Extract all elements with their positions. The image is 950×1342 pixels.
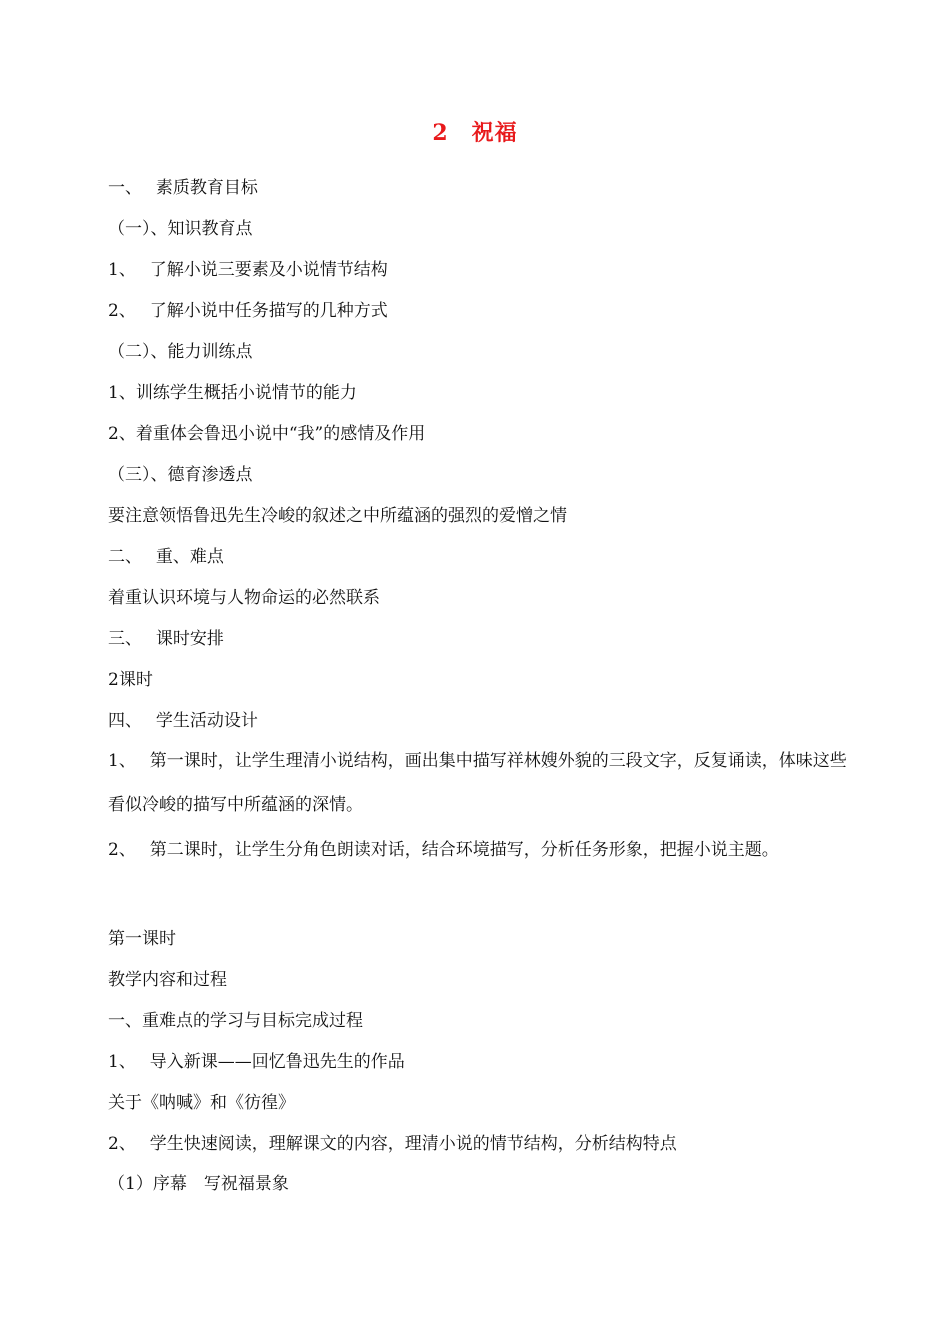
list-item: 2、 了解小说中任务描写的几种方式 <box>108 301 388 321</box>
list-item: 1、训练学生概括小说情节的能力 <box>108 383 357 403</box>
section-heading-goals: 一、 素质教育目标 <box>108 178 258 198</box>
paragraph-first-lesson: 1、 第一课时，让学生理清小说结构，画出集中描写祥林嫂外貌的三段文字，反复诵读，体味这些看似冷峻的描写中所蕴涵的深情。 <box>108 751 847 815</box>
list-item: 1、 了解小说三要素及小说情节结构 <box>108 260 388 280</box>
section-heading-activities: 四、 学生活动设计 <box>108 711 258 731</box>
lesson-heading: 第一课时 <box>108 929 176 949</box>
section-heading-key-points: 二、 重、难点 <box>108 547 224 567</box>
section-heading-schedule: 三、 课时安排 <box>108 629 224 649</box>
list-item: 1、 导入新课——回忆鲁迅先生的作品 <box>108 1052 405 1072</box>
paragraph: 关于《呐喊》和《彷徨》 <box>108 1093 295 1113</box>
subheading-moral: （三）、德育渗透点 <box>108 465 253 485</box>
subheading-ability: （二）、能力训练点 <box>108 342 253 362</box>
subheading-knowledge: （一）、知识教育点 <box>108 219 253 239</box>
document-title: 2 祝福 <box>432 120 518 146</box>
paragraph: 2课时 <box>108 670 153 690</box>
paragraph: 教学内容和过程 <box>108 970 227 990</box>
list-item: 2、 学生快速阅读，理解课文的内容，理清小说的情节结构，分析结构特点 <box>108 1134 677 1154</box>
list-item: （1）序幕 写祝福景象 <box>108 1174 289 1194</box>
list-item: 2、着重体会鲁迅小说中“我”的感情及作用 <box>108 424 426 444</box>
paragraph: 一、重难点的学习与目标完成过程 <box>108 1011 363 1031</box>
paragraph: 要注意领悟鲁迅先生冷峻的叙述之中所蕴涵的强烈的爱憎之情 <box>108 506 567 526</box>
paragraph-second-lesson: 2、 第二课时，让学生分角色朗读对话，结合环境描写，分析任务形象，把握小说主题。 <box>108 840 779 860</box>
paragraph: 着重认识环境与人物命运的必然联系 <box>108 588 380 608</box>
